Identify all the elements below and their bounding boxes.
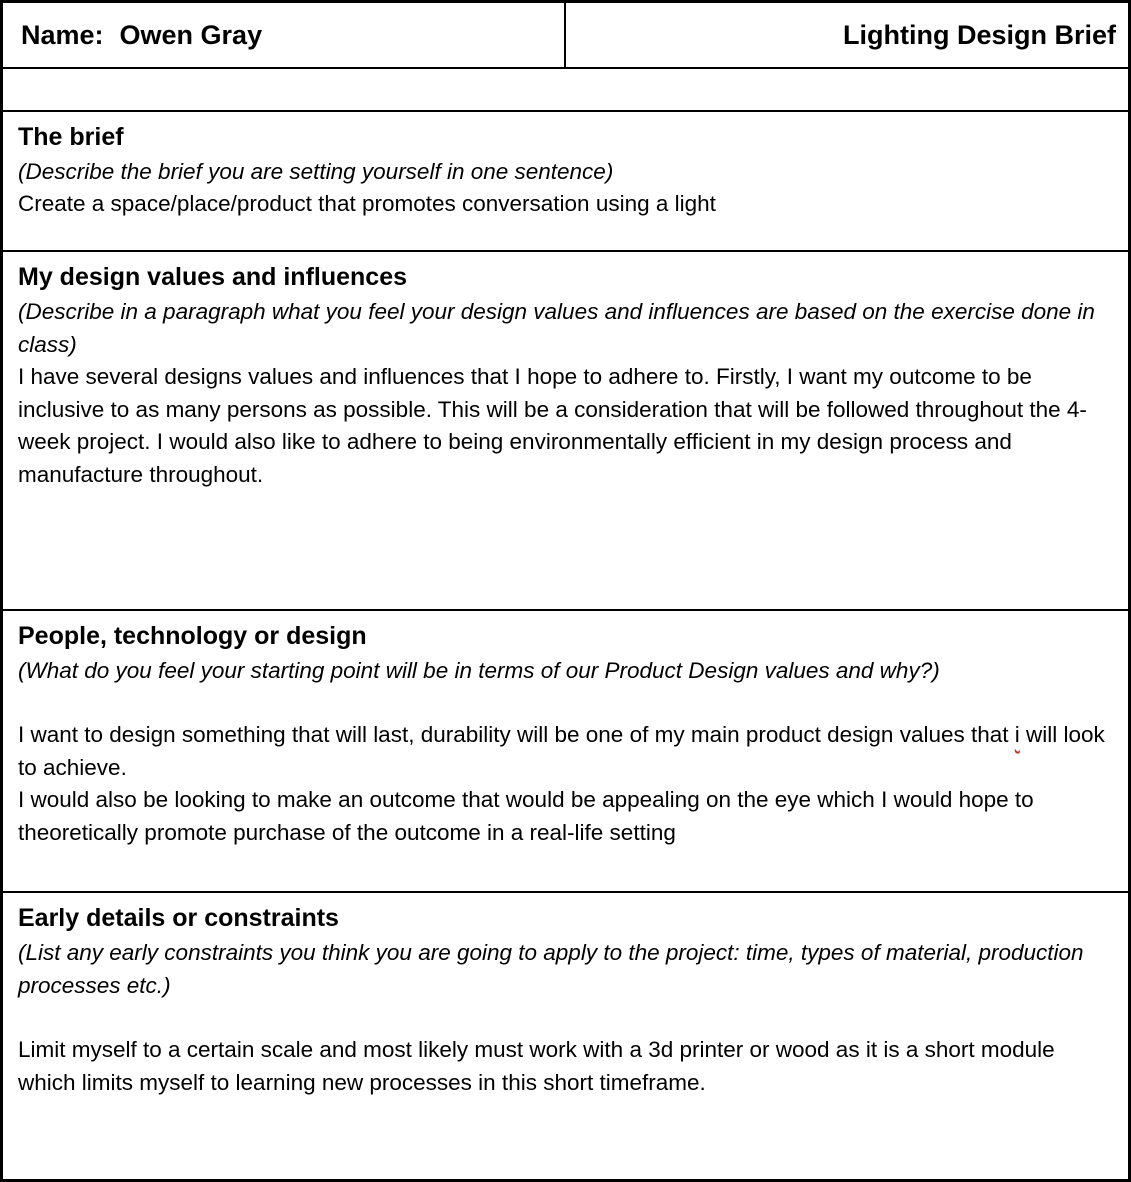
section-answer-line2[interactable]: I would also be looking to make an outcome that would be appealing on the eye which I would hope to theoretically promote purchase of the outcome in a real-life setting — [18, 787, 1034, 845]
section-prompt: (What do you feel your starting point will be in terms of our Product Design values and why?) — [18, 658, 940, 683]
misspelled-word: i — [1014, 722, 1020, 747]
name-value: Owen Gray — [119, 19, 263, 50]
section-answer[interactable] — [18, 719, 1110, 784]
section-prompt: (List any early constraints you think you are going to apply to the project: time, types of material, production processes etc.) — [18, 940, 1084, 998]
name-cell[interactable] — [3, 3, 566, 67]
header-row — [3, 3, 1128, 69]
section-answer[interactable]: Limit myself to a certain scale and most likely must work with a 3d printer or wood as it is a short module which limits myself to learning new processes in this short timeframe. — [18, 1037, 1055, 1095]
section-answer[interactable]: I have several designs values and influences that I hope to adhere to. Firstly, I want my outcome to be inclusive to as many persons as possible. This will be a consideration that will be followed throughout the 4-week project. I would also like to adhere to being environmentally efficient in my design process and manufacture throughout. — [18, 364, 1087, 487]
section-prompt: (Describe in a paragraph what you feel your design values and influences are based on the exercise done in class) — [18, 299, 1095, 357]
blank-line — [18, 1002, 1110, 1034]
section-heading: My design values and influences — [18, 263, 408, 291]
document-title: Lighting Design Brief — [843, 19, 1116, 50]
section-design-values[interactable] — [3, 252, 1128, 611]
section-early-details[interactable] — [3, 893, 1128, 1179]
answer-text-after: will look to achieve. — [18, 722, 1105, 780]
section-the-brief[interactable] — [3, 112, 1128, 252]
title-cell — [566, 3, 1128, 67]
section-prompt: (Describe the brief you are setting yourself in one sentence) — [18, 159, 614, 184]
section-heading: The brief — [18, 123, 124, 151]
section-answer[interactable]: Create a space/place/product that promotes conversation using a light — [18, 191, 716, 216]
section-heading: Early details or constraints — [18, 904, 339, 932]
answer-text-before: I want to design something that will last, durability will be one of my main product design values that — [18, 722, 1015, 747]
section-people-technology-design[interactable] — [3, 611, 1128, 893]
name-label: Name: — [21, 19, 104, 50]
section-heading: People, technology or design — [18, 622, 367, 650]
spacer-row — [3, 69, 1128, 112]
blank-line — [18, 687, 1110, 719]
